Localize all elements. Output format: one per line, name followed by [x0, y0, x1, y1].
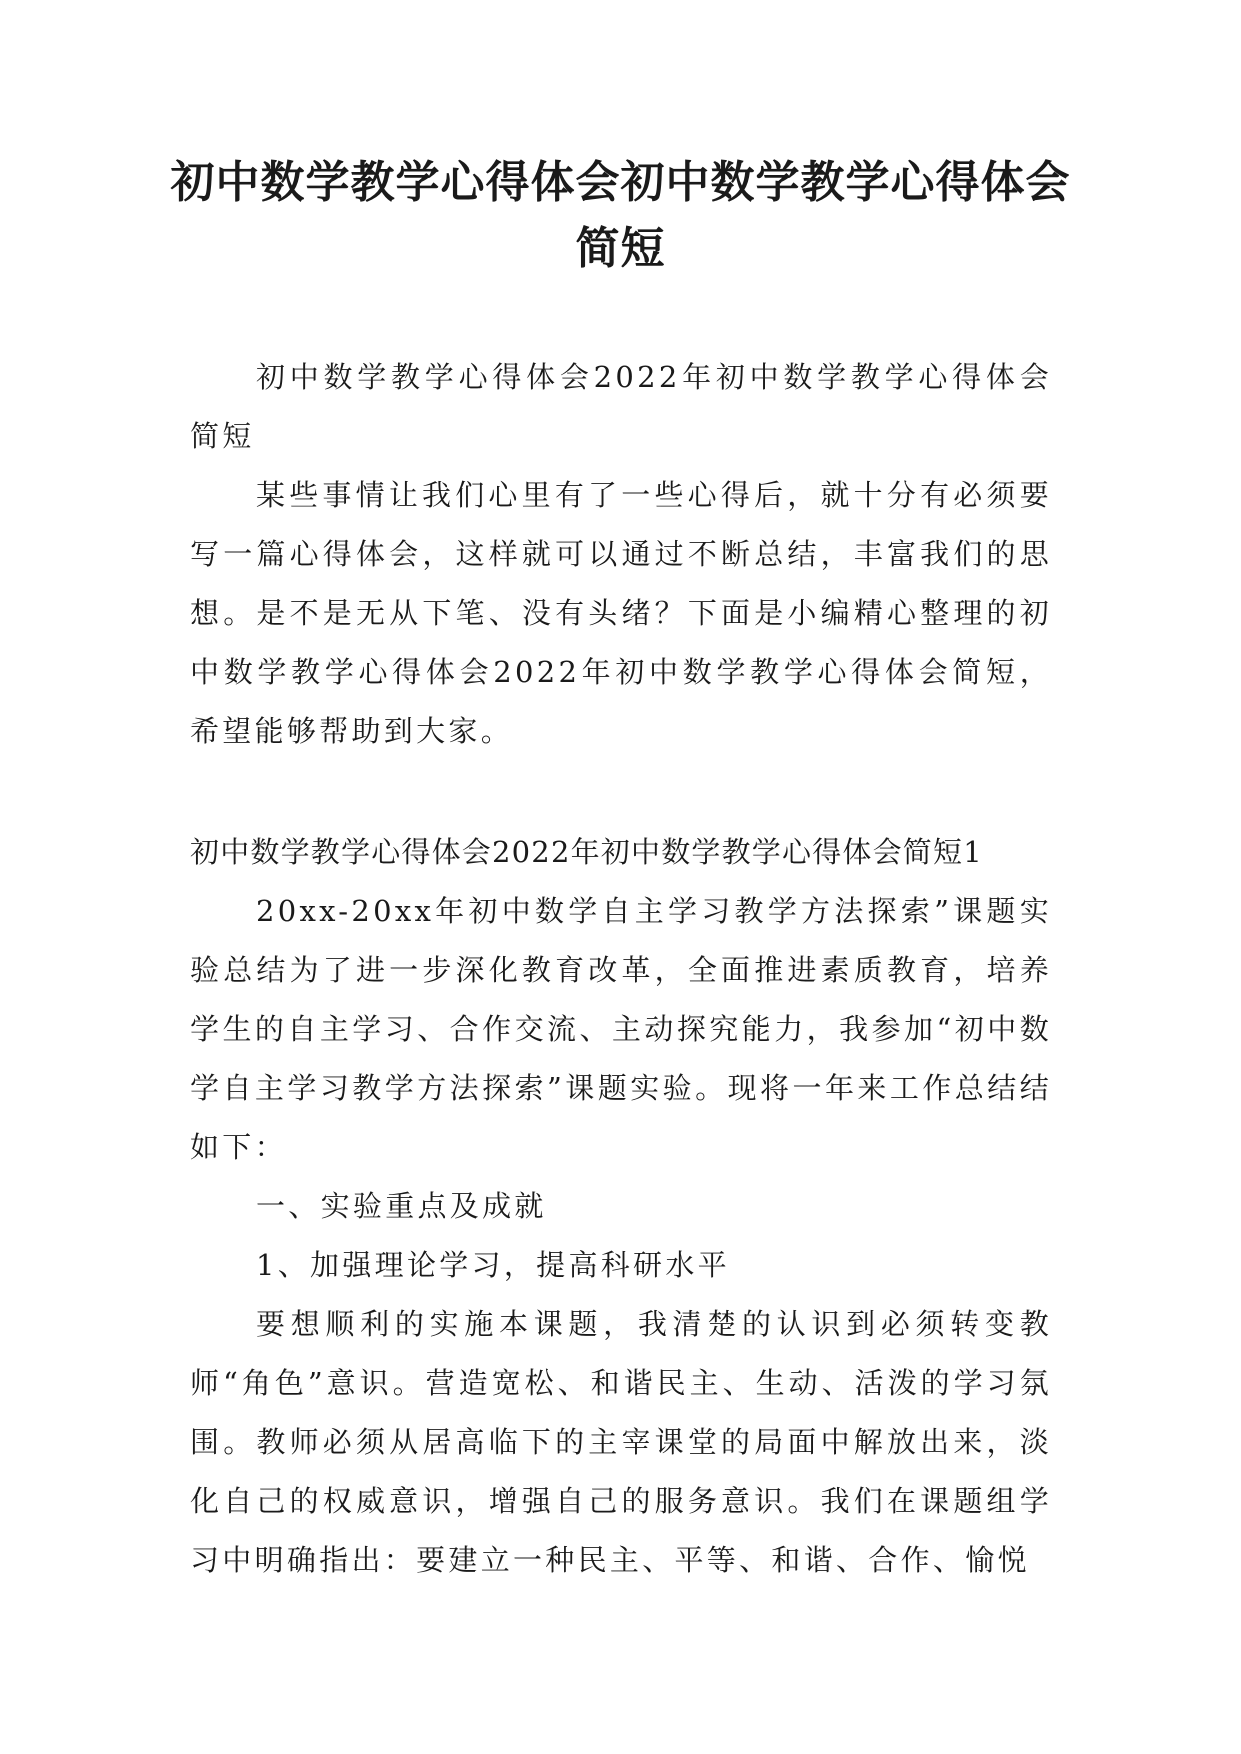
paragraph-spacer	[190, 761, 1052, 823]
document-title: 初中数学教学心得体会初中数学教学心得体会简短	[170, 157, 1071, 274]
section-heading: 初中数学教学心得体会2022年初中数学教学心得体会简短1	[190, 835, 983, 869]
intro-paragraph: 某些事情让我们心里有了一些心得后，就十分有必须要写一篇心得体会，这样就可以通过不断总结，丰富我们的思想。是不是无从下笔、没有头绪？下面是小编精心整理的初中数学教学心得体会2022年初中数学教学心得体会简短，希望能够帮助到大家。	[190, 478, 1052, 748]
intro-title-line: 初中数学教学心得体会2022年初中数学教学心得体会简短	[190, 360, 1052, 453]
heading-theory-study: 1、加强理论学习，提高科研水平	[256, 1248, 730, 1282]
document-body	[190, 348, 1052, 1590]
heading-experiment-focus: 一、实验重点及成就	[256, 1189, 547, 1223]
body-paragraph: 要想顺利的实施本课题，我清楚的认识到必须转变教师“角色”意识。营造宽松、和谐民主、生动、活泼的学习氛围。教师必须从居高临下的主宰课堂的局面中解放出来，淡化自己的权威意识，增强自己的服务意识。我们在课题组学习中明确指出：要建立一种民主、平等、和谐、合作、愉悦	[190, 1307, 1052, 1577]
body-paragraph: 20xx-20xx年初中数学自主学习教学方法探索”课题实验总结为了进一步深化教育改革，全面推进素质教育，培养学生的自主学习、合作交流、主动探究能力，我参加“初中数学自主学习教学方法探索”课题实验。现将一年来工作总结结如下：	[190, 894, 1052, 1164]
